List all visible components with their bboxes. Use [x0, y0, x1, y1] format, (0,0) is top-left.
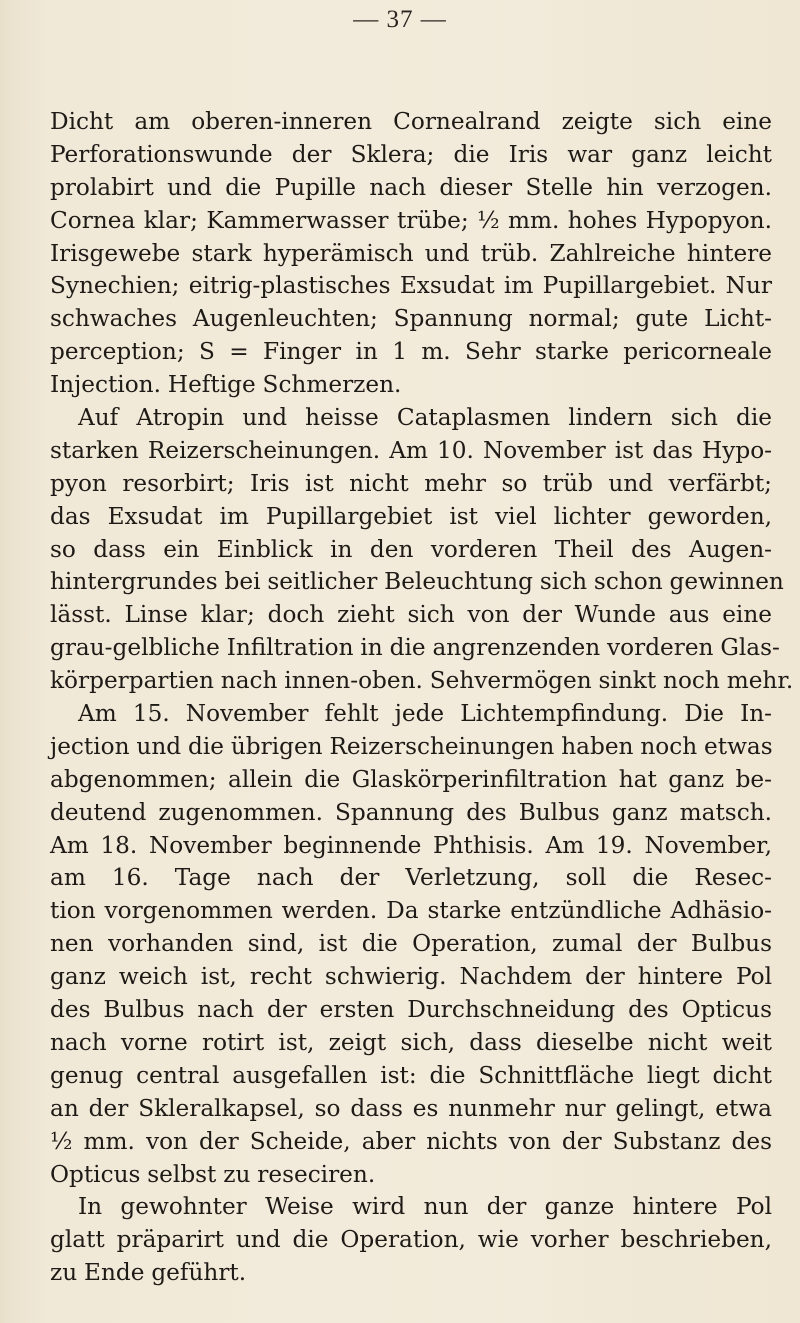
text-line: pyon resorbirt; Iris ist nicht mehr so trüb und verfärbt; [50, 469, 772, 497]
text-line: Perforationswunde der Sklera; die Iris war ganz leicht [50, 140, 772, 168]
text-line: Synechien; eitrig-plastisches Exsudat im Pupillargebiet. Nur [50, 272, 772, 300]
text-line: körperpartien nach innen-oben. Sehvermögen sinkt noch mehr. [50, 667, 794, 695]
text-line: zu Ende geführt. [50, 1259, 247, 1287]
text-line: Am 15. November fehlt jede Lichtempfindung. Die In- [78, 700, 772, 728]
text-line: Auf Atropin und heisse Cataplasmen lindern sich die [78, 404, 772, 432]
text-line: prolabirt und die Pupille nach dieser Stelle hin verzogen. [50, 173, 772, 201]
text-line: Opticus selbst zu reseciren. [50, 1160, 376, 1188]
text-line: glatt präparirt und die Operation, wie vorher beschrieben, [50, 1226, 772, 1254]
text-line: ganz weich ist, recht schwierig. Nachdem der hintere Pol [50, 963, 772, 991]
text-line: Injection. Heftige Schmerzen. [50, 371, 402, 399]
text-line: des Bulbus nach der ersten Durchschneidung des Opticus [50, 996, 772, 1024]
text-line: deutend zugenommen. Spannung des Bulbus ganz matsch. [50, 798, 772, 826]
text-line: am 16. Tage nach der Verletzung, soll die Resec- [50, 864, 772, 892]
text-line: das Exsudat im Pupillargebiet ist viel lichter geworden, [50, 502, 772, 530]
text-line: In gewohnter Weise wird nun der ganze hintere Pol [78, 1193, 772, 1221]
text-line: abgenommen; allein die Glaskörperinfiltration hat ganz be- [50, 765, 772, 793]
text-line: jection und die übrigen Reizerscheinungen haben noch etwas [50, 732, 773, 760]
text-line: nach vorne rotirt ist, zeigt sich, dass dieselbe nicht weit [50, 1028, 772, 1056]
text-line: an der Skleralkapsel, so dass es nunmehr nur gelingt, etwa [50, 1094, 772, 1122]
text-line: lässt. Linse klar; doch zieht sich von der Wunde aus eine [50, 601, 772, 629]
text-line: so dass ein Einblick in den vorderen Theil des Augen- [50, 535, 772, 563]
text-line: starken Reizerscheinungen. Am 10. November ist das Hypo- [50, 436, 772, 464]
text-line: grau-gelbliche Infiltration in die angrenzenden vorderen Glas- [50, 634, 780, 662]
page-number: — 37 — [353, 6, 447, 33]
text-line: Am 18. November beginnende Phthisis. Am 19. November, [50, 831, 772, 859]
text-line: Dicht am oberen-inneren Cornealrand zeigte sich eine [50, 108, 772, 135]
text-line: genug central ausgefallen ist: die Schnittfläche liegt dicht [50, 1061, 772, 1089]
text-line: hintergrundes bei seitlicher Beleuchtung sich schon gewinnen [50, 568, 784, 596]
text-line: ½ mm. von der Scheide, aber nichts von der Substanz des [50, 1127, 772, 1155]
body-text [50, 106, 794, 1290]
text-line: Irisgewebe stark hyperämisch und trüb. Zahlreiche hintere [50, 239, 772, 267]
text-line: perception; S = Finger in 1 m. Sehr starke pericorneale [50, 338, 772, 366]
text-line: nen vorhanden sind, ist die Operation, zumal der Bulbus [50, 930, 772, 958]
text-line: schwaches Augenleuchten; Spannung normal; gute Licht- [50, 305, 772, 333]
text-line: Cornea klar; Kammerwasser trübe; ½ mm. hohes Hypopyon. [50, 206, 772, 234]
text-line: tion vorgenommen werden. Da starke entzündliche Adhäsio- [50, 897, 772, 925]
